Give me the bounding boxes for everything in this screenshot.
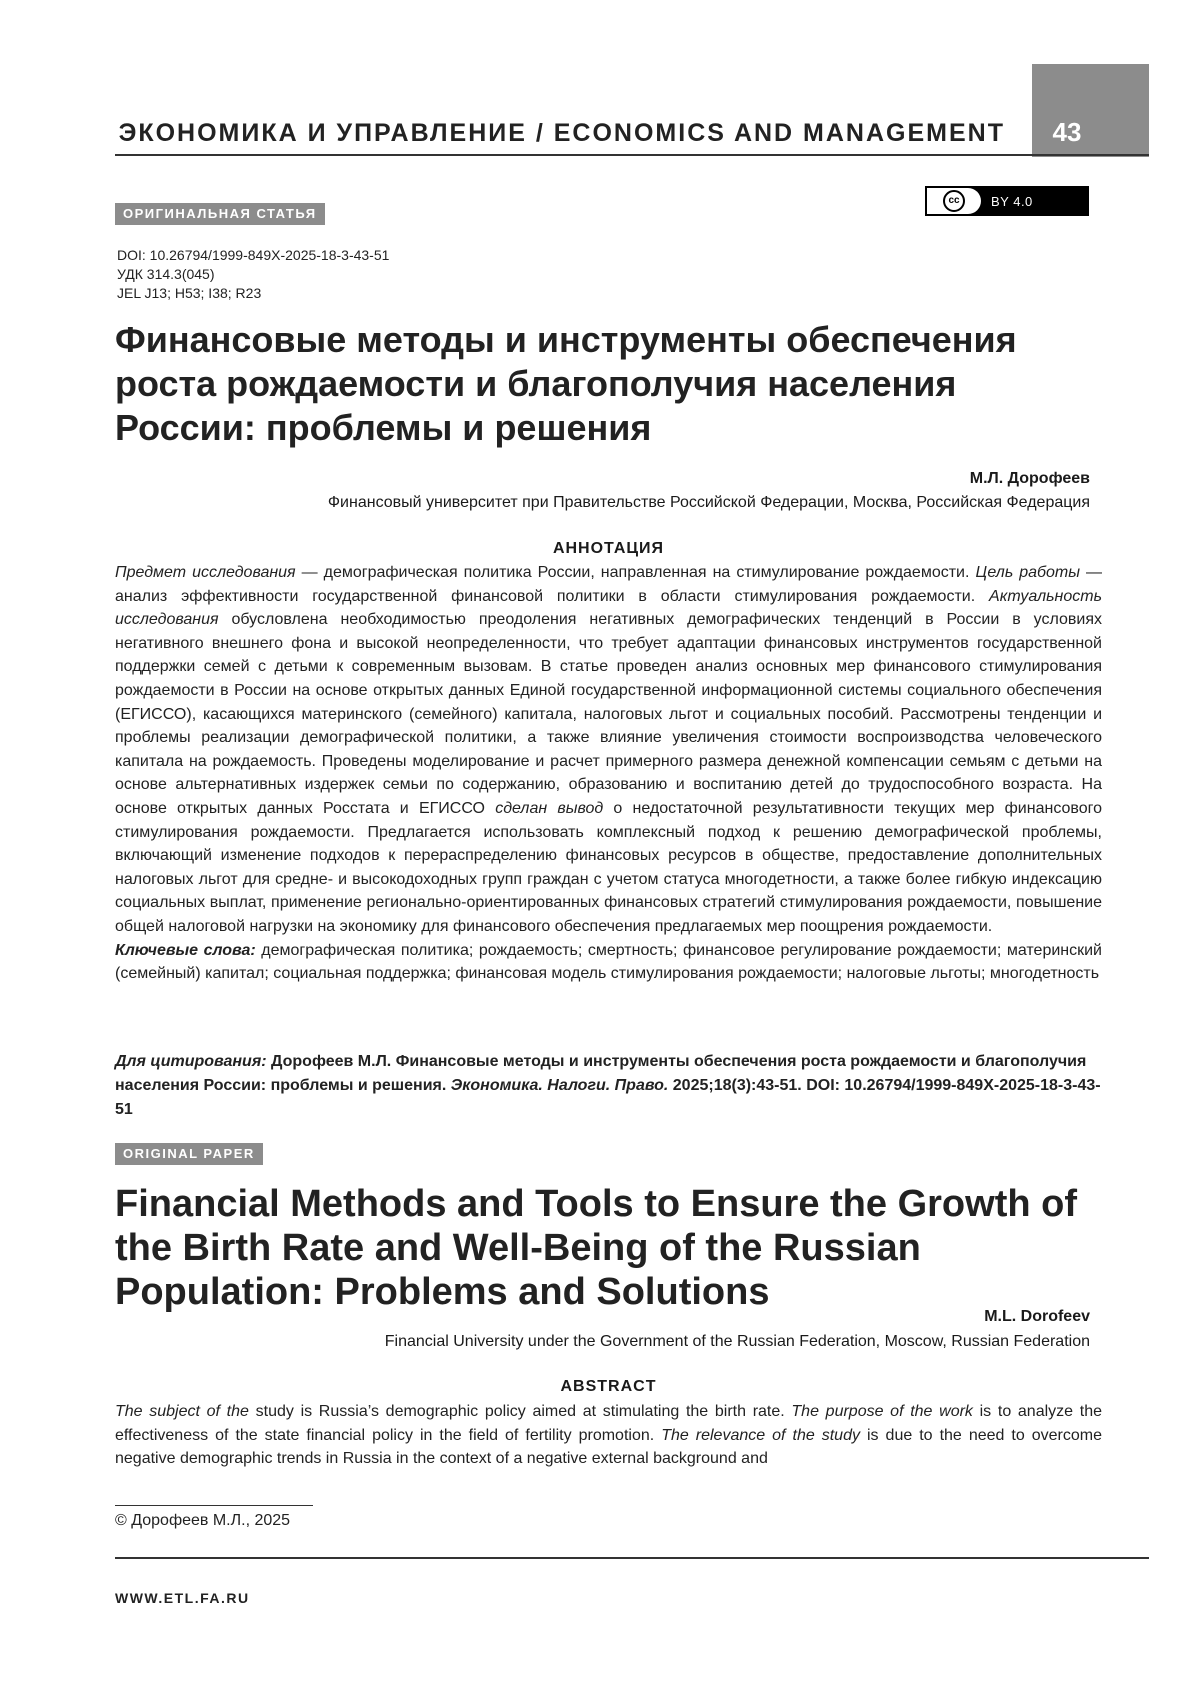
article-title-ru: Финансовые методы и инструменты обеспечения роста рождаемости и благополучия населения России: проблемы и решения (115, 319, 1017, 448)
keywords-label: Ключевые слова: (115, 941, 256, 959)
abstract-ru: Предмет исследования — демографическая политика России, направленная на стимулирование рождаемости. Цель работы — анализ эффективности государственной финансовой политики в области стимулирования рождаемости. Актуальность исследования обусловлена необходимостью преодоления негативных демографических тенденций в России в условиях негативного внешнего фона и высокой неопределенности, что требует адаптации финансовых инструментов государственной поддержки семей с детьми к современным вызовам. В статье проведен анализ основных мер финансового стимулирования рождаемости в России на основе открытых данных Единой государственной информационной системы социального обеспечения (ЕГИССО), касающихся материнского (семейного) капитала, налоговых льгот и социальных пособий. Рассмотрены тенденции и проблемы реализации демографической политики, а также влияние увеличения стоимости воспроизводства человеческого капитала на рождаемость. Проведены моделирование и расчет примерного размера денежной компенсации семьям с детьми на основе альтернативных издержек семьи по содержанию, образованию и воспитанию детей до трудоспособного возраста. На основе открытых данных Росстата и ЕГИССО сделан вывод о недостаточной результативности текущих мер финансового стимулирования рождаемости. Предлагается использовать комплексный подход к решению демографической проблемы, включающий изменение подходов к перераспределению финансовых ресурсов в обществе, предоставление дополнительных налоговых льгот для средне- и высокодоходных групп граждан с учетом статуса многодетности, а также более гибкую индексацию социальных выплат, применение регионально-ориентированных финансовых стратегий стимулирования рождаемости, повышение общей налоговой нагрузки на экономику для финансового обеспечения предлагаемых мер поощрения рождаемости. Ключевые слова: демографическая политика; рождаемость; смертность; финансовое регулирование рождаемости; материнский (семейный) капитал; социальная поддержка; финансовая модель стимулирования рождаемости; налоговые льготы; многодетность (115, 564, 1103, 983)
page-number: 43 (1052, 117, 1082, 147)
article-type-tag-ru: ОРИГИНАЛЬНАЯ СТАТЬЯ (115, 203, 325, 225)
abstract-heading-en: ABSTRACT (560, 1378, 657, 1395)
cc-license-badge[interactable] (925, 186, 1089, 216)
affiliation-ru: Финансовый университет при Правительстве Российской Федерации, Москва, Российская Федерация (327, 494, 1090, 511)
abstract-en: The subject of the study is Russia’s demographic policy aimed at stimulating the birth rate. The purpose of the work is to analyze the effectiveness of the state financial policy in the field of fertility promotion. The relevance of the study is due to the need to overcome negative demographic trends in Russia in the context of a negative external background and (115, 1403, 1103, 1468)
cc-logo-icon: cc (927, 188, 981, 214)
citation: Для цитирования: Дорофеев М.Л. Финансовые методы и инструменты обеспечения роста рождаемости и благополучия населения России: проблемы и решения. Экономика. Налоги. Право. 2025;18(3):43-51. DOI: 10.26794/1999-849X-2025-18-3-43-51 (115, 1053, 1101, 1118)
footer-rule (115, 1557, 1149, 1559)
website-link[interactable]: WWW.ETL.FA.RU (115, 1590, 250, 1606)
footnote-rule (115, 1505, 313, 1506)
header-rule (115, 154, 1149, 156)
article-type-tag-en: ORIGINAL PAPER (115, 1143, 263, 1165)
jel-codes: JEL J13; H53; I38; R23 (117, 285, 262, 301)
doi: DOI: 10.26794/1999-849X-2025-18-3-43-51 (117, 247, 390, 263)
license-label: BY 4.0 (991, 193, 1033, 209)
udk: УДК 314.3(045) (117, 266, 215, 282)
affiliation-en: Financial University under the Government of the Russian Federation, Moscow, Russian Federation (384, 1333, 1090, 1350)
running-title: ЭКОНОМИКА И УПРАВЛЕНИЕ / ECONOMICS AND MANAGEMENT (118, 119, 1005, 147)
keywords: демографическая политика; рождаемость; смертность; финансовое регулирование рождаемости; материнский (семейный) капитал; социальная поддержка; финансовая модель стимулирования рождаемости; налоговые льготы; многодетность (115, 941, 1102, 983)
author-ru: М.Л. Дорофеев (969, 470, 1090, 487)
article-title-en: Financial Methods and Tools to Ensure the Growth of the Birth Rate and Well-Being of the Russian Population: Problems and Solutions (115, 1183, 1077, 1313)
abstract-heading-ru: АННОТАЦИЯ (552, 540, 665, 557)
author-en: M.L. Dorofeev (984, 1308, 1090, 1325)
copyright: © Дорофеев М.Л., 2025 (115, 1512, 291, 1529)
